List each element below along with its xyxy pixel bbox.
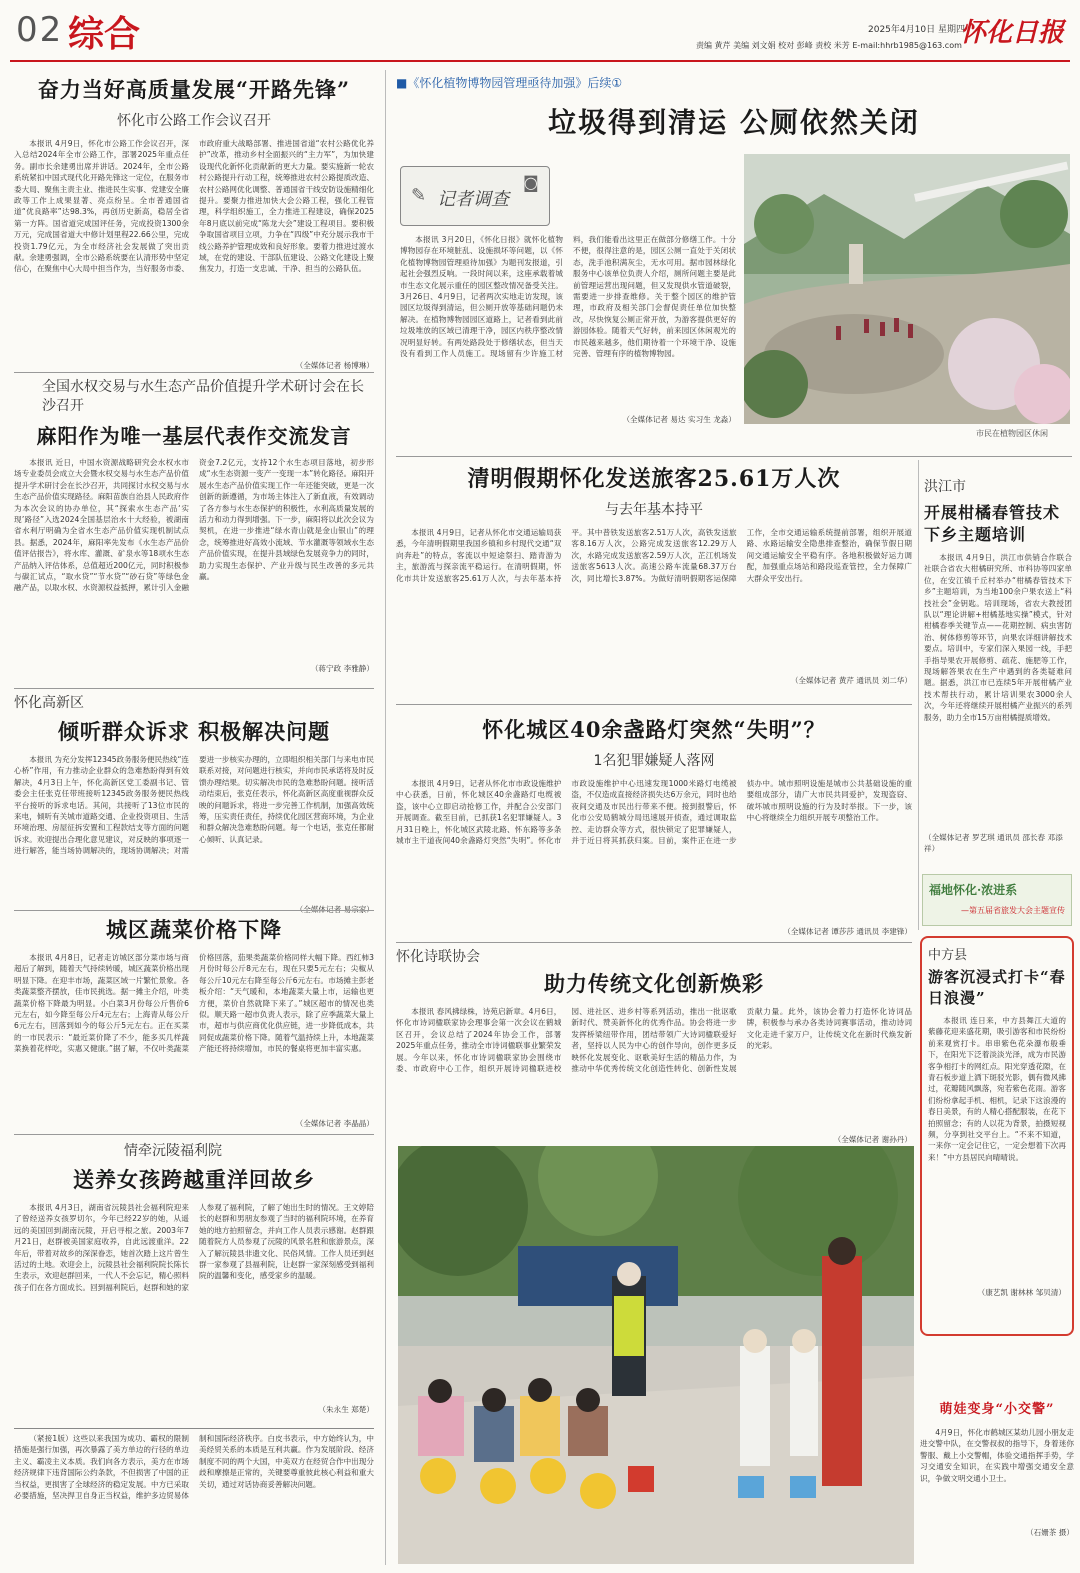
kicker: 洪江市 (924, 479, 966, 495)
byline: （全媒体记者 黄芹 通讯员 刘二华） (790, 676, 912, 685)
byline: （朱永生 郑楚） (318, 1405, 374, 1414)
headline: 清明假期怀化发送旅客25.61万人次 (467, 466, 841, 492)
article-wisteria-checkin (920, 936, 1074, 1336)
article-water-rights (14, 378, 374, 678)
article-body: （紧接1版）这些以来我国为成功、霸权的限制措施是强行加强，再次暴露了美方单边的行径的单边主义、霸凌主义本质。我们向各方表示，美方在市场经济规律下违背国际公约条款，不但损害了中国的正当权益，更损害了全球经济的稳定发展。中方已采取必要措施，坚决捍卫自身正当权益，维护多边贸易体制和国际经济秩序。白皮书表示，中方始终认为，中美经贸关系的本质是互利共赢。作为发展阶段、经济制度不同的两个大国，中美双方在经贸合作中出现分歧和摩擦是正常的，关键要尊重彼此核心利益和重大关切，通过对话协商妥善解决问题。 (14, 1434, 374, 1501)
article-divider (396, 456, 1072, 457)
article-body: 本报讯 4月9日，记者从怀化市交通运输局获悉，今年清明假期里我国乡镇和乡村现代交通“双向奔赴”的特点，客流以中短途祭扫、踏青游为主，旅游流与探亲流平稳运行。在清明假期，怀化市共计发送旅客25.61万人次，与去年基本持平。其中普铁发送旅客2.51万人次，高铁发送旅客8.16万人次，公路完成发送旅客12.29万人次，水路完成发送旅客2.59万人次，芷江机场发送旅客5613人次。高速公路车流量68.37万台次，同比增长3.87%。为做好清明假期客运保障工作，全市交通运输系统提前部署，组织开展道路、水路运输安全隐患排查整治，确保节假日期间交通运输安全平稳有序。各地积极做好运力调配，加强重点场站和路段巡查管控，全力保障广大群众平安出行。 (396, 528, 912, 583)
article-body-overflow (576, 154, 736, 234)
banner-subtitle: —第五届省旅发大会主题宣传 (961, 906, 1065, 915)
subheadline: 1名犯罪嫌疑人落网 (593, 753, 715, 769)
article-body: 本报讯 4月9日，怀化市公路工作会议召开，深入总结2024年全市公路工作，部署2025年重点任务。副市长余建勇出席并讲话。2024年，全市公路系统紧扣中国式现代化开路先锋这一定位，在服务市委大局、聚焦主责主业、推进民生实事、党建安全廉政等工作上成果显著、亮点纷呈。全市普通国省道“优良路率”达98.3%，再创历史新高，稳居全省第一方阵。国省道完成国评任务，完成投资1300余万元，完成国省道大中修计划里程22.66公里，完成投资1.79亿元，为全市经济社会发展做了突出贡献。余建勇强调，全市公路系统要在认清形势中坚定信心，在聚焦中心大局中担当作为，当好服务市委、市政府重大战略部署、推进国省道“农村公路优化养护”改革，推动乡村全面振兴的“主力军”，为加快建设现代化新怀化贡献新的更大力量。要实施新一轮农村公路提升行动工程，统筹推进农村公路提质改造、农村公路网优化调整、普通国省干线安防设施精细化提升。要聚力推进加快大会公路工程，强化工程管理，科学组织施工，全力推进工程建设，确保2025年8月底以前完成“陈龙大会”建设工程项目。要积极争取国省项目立项，力争在“四级”中充分展示我市干线公路养护管理成效和良好形象。要着力推进过渡水域，在党的建设、干部队伍建设、公路文化建设上聚焦发力，打造一支忠诚、干净、担当的公路队伍。 (14, 139, 374, 274)
article-little-traffic-police (920, 1344, 1074, 1566)
article-botanical-garden (396, 74, 1072, 454)
issue-date: 2025年4月10日 星期四 (868, 25, 965, 35)
article-divider (396, 942, 912, 943)
article-hotline (14, 692, 374, 904)
kicker: 怀化诗联协会 (396, 949, 480, 965)
byline: （全媒体记者 杨博琳） (295, 361, 374, 370)
headline: 助力传统文化创新焕彩 (544, 971, 764, 996)
byline: （全媒体记者 罗艺琪 通讯员 邵长春 邓添祥） (924, 833, 1063, 853)
article-body: 本报讯 4月3日，湖南省沅陵县社会福利院迎来了曾经送养女孩罗切尔，今年已经22岁的她，从遥远的美国回到湖南沅陵，开启寻根之旅。2003年7月21日，赵群被美国家庭收养，自此远渡重洋。22年后，带着对故乡的深深眷恋，她首次踏上这片曾生活过的土地。欢迎会上，沅陵县社会福利院院长陈长生表示，欢迎赵群回来，一代人不会忘记，精心照料孩子们在各方面成长。回到福利院后，赵群和她的家人参观了福利院，了解了她出生时的情况。王文婷陪长的赵群和男朋友参观了当时的福利院环境，在养育她的地方拍照留念，并向工作人员表示感谢。赵群跟随着院方人员参观了沅陵的风景名胜和旅游景点，深入了解沅陵县非遗文化、民俗风情。工作人员还到赵群一家参观了县福利院，让赵群一家深刻感受到福利院的温馨和变化，感受家乡的温暖。 (14, 1203, 374, 1292)
section-name: 综合 (68, 13, 141, 55)
article-body: 本报讯 3月20日，《怀化日报》就怀化植物博物园存在环境脏乱、设施损坏等问题，以《怀化植物博物园管理亟待加强》为题刊发报道，引起社会强烈反响。一段时间以来，这座承载着城市生态文化展示重任的园区整改情况备受关注。3月26日、4月9日，记者两次实地走访发现，该园区垃圾得到清运，但公厕开放等基础问题仍未解决。在植物博物园园区道路上，记者看到此前垃圾堆放的区域已清理干净，园区内秩序整改情况明显好转。有两处路段处于修缮状态，但当天没有看到工作人员施工。现场留有少许施工材料，我们能看出这里正在做部分修缮工作。十分不便，很得注意的是，园区公厕一直处于关闭状态，洗手池积满灰尘，无水可用。据市园林绿化服务中心该单位负责人介绍，厕所问题主要是此前管理运营出现问题，但又发现供水管道破裂，需要进一步排查维修。关于整个园区的维护管理，市政府及相关部门会督促责任单位加快整改，尽快恢复公厕正常开放，为游客提供更好的游园体验。随着天气好转，前来园区休闲观光的市民越来越多，他们期待着一个环境干净、设施完善、管理有序的植物博物园。 (400, 235, 736, 359)
article-vegetable-prices (14, 914, 374, 1126)
kicker: 怀化高新区 (14, 695, 84, 711)
banner-title: 福地怀化·浓进系 (929, 883, 1018, 897)
headline: 游客沉浸式打卡“春日浪漫” (928, 968, 1066, 1007)
continued-article (14, 1428, 374, 1566)
camera-icon: ◙ (523, 173, 539, 192)
kicker: 情牵沅陵福利院 (124, 1143, 222, 1159)
badge-label: 记者调查 (437, 189, 509, 210)
article-divider (14, 1134, 374, 1135)
headline: 开展柑橘春管技术下乡主题培训 (924, 503, 1061, 544)
column-divider (385, 70, 386, 1565)
kicker: ■《怀化植物博物园管理亟待加强》后续① (396, 76, 623, 90)
subheadline: 与去年基本持平 (605, 502, 703, 518)
article-divider (14, 372, 374, 373)
kicker: 全国水权交易与水生态产品价值提升学术研讨会在长沙召开 (42, 379, 364, 414)
headline: 垃圾得到清运 公厕依然关闭 (548, 106, 920, 139)
byline: （全媒体记者 易达 实习生 龙淼） (622, 415, 736, 424)
article-adoptee-return (14, 1140, 374, 1414)
headline: 送养女孩跨越重洋回故乡 (73, 1167, 315, 1192)
article-body: 4月9日，怀化市鹤城区某幼儿园小朋友走进交警中队，在交警叔叔的指导下，身着迷你警服、戴上小交警帽，体验交通指挥手势，学习交通安全知识，在实践中增强交通安全意识，争做文明交通小卫士。 (920, 1428, 1074, 1483)
article-highway-conference (14, 74, 374, 370)
article-citrus-training (924, 476, 1072, 860)
kicker: 中方县 (928, 948, 968, 963)
byline: （全媒体记者 谢孙丹） (833, 1135, 912, 1144)
article-body: 本报讯 连日来，中方县舞江大道的紫藤花迎来盛花期，吸引游客和市民纷纷前来观赏打卡。串串紫色花朵瀑布般垂下，在阳光下泛着淡淡光泽，成为市民游客争相打卡的网红点。阳光穿透花隙，在青石板步道上洒下斑驳光影，偶有微风拂过，花瓣随风飘落，宛若紫色花雨。游客们纷纷拿起手机、相机，记录下这浪漫的春日美景，有的人精心搭配服装，在花下拍照留念；有的人以花为背景，拍摄短视频，分享到社交平台上。“不来不知道，一来你一定会记住它，一定会想着下次再来！”中方县居民向晴晴说。 (928, 1016, 1066, 1162)
byline: （石姗茶 摄） (1026, 1528, 1074, 1537)
article-body: 本报讯 近日，中国水资源战略研究会水权水市场专业委员会成立大会暨水权交易与水生态产品价值提升学术研讨会在长沙召开，共同探讨水权交易与水生态产品价值实现路径。麻阳苗族自治县人民政府作为本次会议的协办单位，其“探索水生态产品‘实现’路径”入选2024全国基层治水十大经验，被湖南省水利厅明确为全省水生态产品价值实现机制试点县。据悉，2024年，麻阳率先发布《水生态产品价值评估报告》，将水库、灌溉、矿泉水等18项水生态产品纳入评估体系，总值超近200亿元，同时积极参与碳汇试点，“取水贷”“节水贷”“砂石贷”等绿色金融产品，以取水权、水资源权益抵押，累计引入金融资金7.2亿元，支持12个水生态项目落地，初步形成“水生态资源一变产一变现一本”转化路径。麻阳开展水生态产品价值实现工作一年还能突破，更是一次创新的新遵循，为市场主体注入了新血液，有效调动了各方参与水生态保护的积极性，水利高质量发展的活力和动力得到增强。下一步，麻阳将以此次会议为契机，在进一步推进“绿水青山就是金山银山”的理念，统筹推进好高效小流域、节水灌溉等领域水生态产品价值实现，在提升县域绿色发展竞争力的同时，助力实现生态保护、产业升级与民生改善的多元共赢。 (14, 458, 374, 593)
photo-caption: 市民在植物园区休闲 (976, 429, 1048, 438)
byline: （蒋宁政 李雅静） (310, 664, 374, 673)
headline: 城区蔬菜价格下降 (106, 917, 282, 942)
tourism-banner (922, 874, 1072, 926)
masthead-rule (10, 60, 1070, 62)
column-divider (918, 460, 919, 930)
article-streetlights (396, 714, 912, 938)
photo-park-visitors (744, 154, 1070, 424)
headline: 怀化城区40余盏路灯突然“失明”？ (482, 717, 826, 742)
article-body: 本报讯 春风拂绿株，诗苑启新章。4月6日，怀化市诗词楹联家协会理事会第一次会议在鹤城区召开，会议总结了2024年协会工作，部署2025年重点任务，推动全市诗词楹联事业繁荣发展。今年以来，怀化市诗词楹联家协会围绕市委、市政府中心工作，组织开展诗词楹联进校园、进社区、进乡村等系列活动，推出一批讴歌新时代、赞美新怀化的优秀作品。协会将进一步发挥桥梁纽带作用，团结带领广大诗词楹联爱好者，坚持以人民为中心的创作导向，创作更多反映怀化发展变化、讴歌美好生活的精品力作，为推动中华优秀传统文化创造性转化、创新性发展贡献力量。此外，该协会着力打造怀化诗词品牌，积极参与承办各类诗词赛事活动，推动诗词文化走进千家万户，让传统文化在新时代焕发新的光彩。 (396, 1007, 912, 1074)
headline: 倾听群众诉求 积极解决问题 (57, 719, 331, 744)
page-number: 02 (16, 10, 64, 50)
headline: 奋力当好高质量发展“开路先锋” (37, 77, 351, 102)
headline: 萌娃变身“小交警” (939, 1402, 1055, 1417)
newspaper-logo: 怀化日报 (960, 18, 1065, 48)
byline: （全媒体记者 谭莎莎 通讯员 李建锋） (783, 927, 912, 936)
photo-little-traffic-police (398, 1146, 914, 1564)
reporter-investigation-badge (400, 166, 550, 226)
article-body: 本报讯 4月8日，记者走访城区部分菜市场与商超后了解到，随着天气持续转暖，城区蔬菜价格出现明显下降。在迎丰市场，蔬菜区域一片繁忙景象。各类蔬菜整齐摆放，佳市民挑选。据一摊主介绍，叶类蔬菜价格下降最为明显。小白菜3月份每公斤售价6元左右，如今降至每公斤4元左右；上海青从每公斤6元左右，回落到如今的每公斤5元左右。正在买菜的一市民表示：“最近菜价降了不少，能多买几样蔬菜换着花样吃，实惠又健康。”据了解，不仅叶类蔬菜价格回落，茄果类蔬菜价格同样大幅下降。西红柿3月份时每公斤8元左右，现在只要5元左右；尖椒从每公斤10元左右降至每公斤6元左右。市场摊主彭老板介绍：“天气暖和，本地蔬菜大量上市，运输也更方便，菜价自然就降下来了。”城区超市的情况也类似。顺天路一超市负责人表示，除了应季蔬菜大量上市，超市与供应商优化供应链，进一步降低成本，共同促成蔬菜价格下降。随着气温持续上升，本地蔬菜产能还将持续增加，市民的餐桌将更加丰富实惠。 (14, 953, 374, 1054)
byline: （康艺凯 谢林林 邹贝清） (977, 1288, 1066, 1297)
article-poetry-association (396, 946, 912, 1144)
notebook-icon: ✎ (411, 185, 427, 206)
headline: 麻阳作为唯一基层代表作交流发言 (36, 424, 352, 448)
editor-credits: 责编 黄芹 美编 刘文娟 校对 彭峰 责校 米芳 E-mail:hhrb1985@163.com (696, 41, 962, 50)
article-divider (396, 704, 912, 705)
article-divider (14, 688, 374, 689)
article-body: 本报讯 4月9日，洪江市供销合作联合社联合省农大柑橘研究所、市科协等四家单位，在安江镇千丘村举办“柑橘春管技术下乡”主题培训，为当地100余户果农送上“科技社会”金钥匙。培训现场，省农大教授团队以“理论讲解+柑橘基地实操”模式，针对柑橘春季关键节点——花期控制、病虫害防治、树体修剪等环节，向果农详细讲解技术要点。培训中，专家们深入果园一线，手把手指导果农开展修剪、疏花、施肥等工作，现场解答果农在生产中遇到的各类疑难问题。据悉，洪江市已连续5年开展柑橘产业技术帮扶行动，累计培训果农3000余人次，今年还将继续开展柑橘产业振兴的系列服务，助力全市15万亩柑橘提质增效。 (924, 553, 1072, 722)
article-body: 本报讯 为充分发挥12345政务服务便民热线“连心桥”作用，有力推动企业群众的急难愁盼得到有效解决，4月3日上午，怀化高新区党工委副书记、管委会主任张克任带班接听12345政务服务便民热线平台接听的诉求电话。其间，共接听了13位市民的来电，倾听有关城市道路交通、企业投资项目、生活环境治理、房屋征拆安置和工程款结支等方面的问题诉求。欢迎提出合理化意见建议，对反映的事项逐一进行解答，能当场协调解决的，现场协调解决；对需要进一步核实办理的，立即组织相关部门与来电市民联系对接，对问题进行核实，并向市民承诺将及时反馈办理结果。切实解决市民的急难愁盼问题。接听活动结束后，张克任表示，怀化高新区高度重视群众反映的问题诉求，将进一步完善工作机制，加强高效统筹，压实责任责任，持续优化园区营商环境，为企业和群众解决急难愁盼问题。每一个电话，张克任都耐心倾听、认真记录。 (14, 755, 374, 856)
article-body: 本报讯 4月9日，记者从怀化市市政设施维护中心获悉，日前，怀化城区40余盏路灯电缆被盗，该中心立即启动抢修工作，并配合公安部门开展调查。截至目前，已抓获1名犯罪嫌疑人。3月31日晚上，怀化城区武陵北路、怀东路等多条城市主干道夜间40余盏路灯突然“失明”。怀化市市政设施维护中心迅速发现1000米路灯电缆被盗，不仅造成直接经济损失达6万余元，同时也给夜间交通及市民出行带来不便。接到报警后，怀化市公安局鹤城分局迅速展开侦查，通过调取监控、走访群众等方式，很快锁定了犯罪嫌疑人，并于近日将其抓获归案。目前，案件正在进一步侦办中。城市照明设施是城市公共基础设施的重要组成部分，请广大市民共同爱护，发现盗窃、破坏城市照明设施的行为及时举报。下一步，该中心将继续全力组织开展专项整治工作。 (396, 779, 912, 846)
subheadline: 怀化市公路工作会议召开 (117, 113, 271, 129)
article-qingming-travel (396, 462, 912, 694)
masthead (0, 0, 1080, 66)
byline: （全媒体记者 李晶晶） (295, 1119, 374, 1128)
article-divider (14, 910, 374, 911)
